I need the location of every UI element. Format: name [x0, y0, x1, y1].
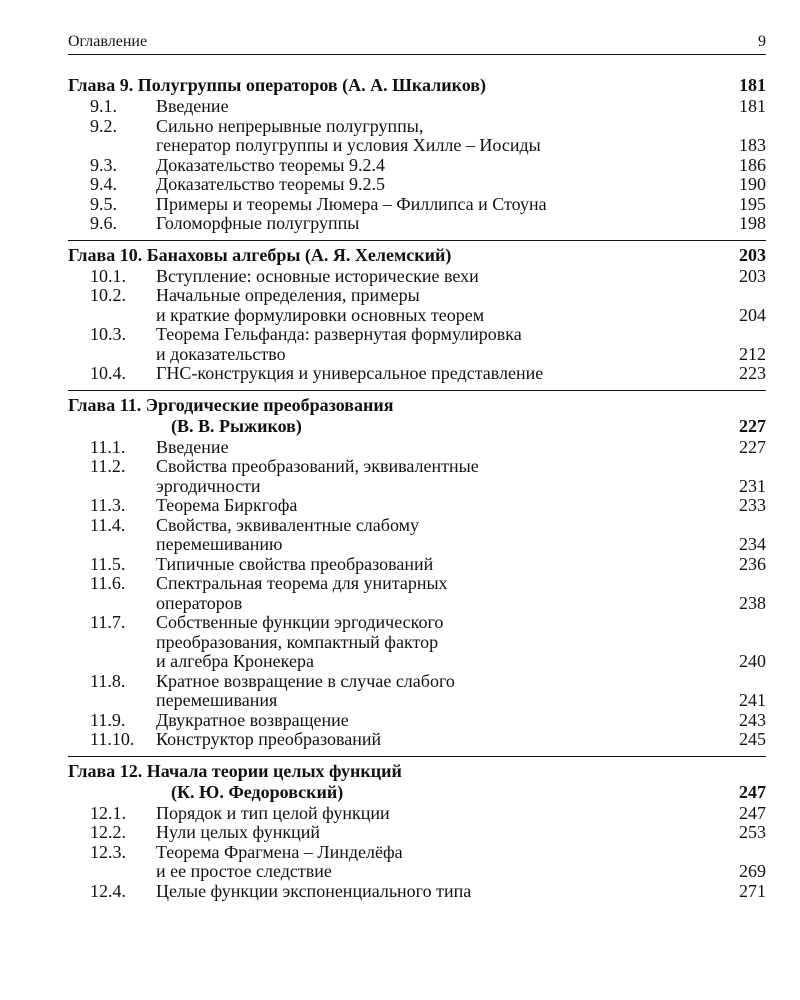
- chapter-heading[interactable]: [68, 761, 766, 803]
- running-head: [68, 32, 766, 54]
- entry-number: 10.2.: [90, 285, 126, 305]
- entry-number: 12.2.: [90, 822, 126, 842]
- entry-title-line: и ее простое следствие: [156, 861, 332, 881]
- chapter-title: [68, 245, 718, 266]
- entry-title-line: Свойства, эквивалентные слабому: [156, 514, 419, 535]
- entry-title: [156, 97, 718, 117]
- entry-title: [156, 438, 718, 458]
- entry-number: 12.3.: [90, 841, 126, 862]
- chapter-title-line: (К. Ю. Федоровский): [171, 781, 344, 802]
- entry-title: [156, 457, 718, 496]
- entry-title: [156, 882, 718, 902]
- entry-page-number: 245: [739, 729, 766, 749]
- entry-title: [156, 267, 718, 287]
- entry-page-number: 233: [739, 495, 766, 515]
- chapter-section: [68, 390, 766, 756]
- entry-title-line: перемешиванию: [156, 534, 283, 554]
- entry-title: [156, 555, 718, 575]
- chapter-title-line: Глава 9. Полугруппы операторов (А. А. Шкаликов): [68, 75, 487, 95]
- entry-title-line: Примеры и теоремы Люмера – Филлипса и Стоуна: [156, 193, 547, 214]
- entry-page-number: 231: [739, 475, 766, 496]
- entry-page-number: 183: [739, 135, 766, 155]
- entry-title-line: Кратное возвращение в случае слабого: [156, 670, 455, 691]
- toc-entry[interactable]: [68, 555, 766, 575]
- entry-page-number: 253: [739, 822, 766, 842]
- toc-entry[interactable]: [68, 267, 766, 287]
- chapter-page-number: 227: [739, 415, 766, 436]
- entry-page-number: 247: [739, 802, 766, 823]
- entry-title-line: Нули целых функций: [156, 822, 321, 842]
- chapter-heading[interactable]: [68, 245, 766, 266]
- entry-title-line: Теорема Фрагмена – Линделёфа: [156, 841, 403, 862]
- entry-number: 9.1.: [90, 96, 117, 116]
- entry-page-number: 227: [739, 436, 766, 457]
- entry-page-number: 241: [739, 690, 766, 710]
- entry-title-line: Порядок и тип целой функции: [156, 802, 390, 823]
- entry-title: [156, 195, 718, 215]
- entry-page-number: 212: [739, 343, 766, 364]
- entry-number: 11.7.: [90, 612, 126, 632]
- entry-number: 11.4.: [90, 514, 126, 535]
- toc-entry[interactable]: [68, 438, 766, 458]
- entry-page-number: 240: [739, 651, 766, 671]
- entry-number: 11.3.: [90, 495, 126, 515]
- entry-title-line: Начальные определения, примеры: [156, 285, 420, 305]
- toc-entry[interactable]: [68, 175, 766, 195]
- chapter-title: [68, 761, 718, 803]
- toc-entry[interactable]: [68, 156, 766, 176]
- entry-title: [156, 156, 718, 176]
- entry-title: [156, 496, 718, 516]
- entry-title-line: эргодичности: [156, 475, 261, 496]
- entry-title: [156, 214, 718, 234]
- entry-title: [156, 325, 718, 364]
- entry-title-line: Двукратное возвращение: [156, 709, 349, 730]
- entry-title: [156, 117, 718, 156]
- toc-entry[interactable]: [68, 672, 766, 711]
- entry-title: [156, 286, 718, 325]
- toc-entry[interactable]: [68, 574, 766, 613]
- entry-number: 12.4.: [90, 880, 126, 901]
- toc-entry[interactable]: [68, 823, 766, 843]
- entry-title: [156, 574, 718, 613]
- entry-page-number: 181: [739, 96, 766, 116]
- entry-title-line: Введение: [156, 436, 229, 457]
- entry-page-number: 243: [739, 709, 766, 730]
- chapter-title: [68, 395, 718, 437]
- toc-entry[interactable]: [68, 364, 766, 384]
- entry-title-line: и доказательство: [156, 343, 286, 364]
- chapter-title: [68, 75, 718, 96]
- entry-page-number: 186: [739, 154, 766, 175]
- entry-title-line: Теорема Гельфанда: развернутая формулировка: [156, 324, 522, 344]
- entry-title-line: и краткие формулировки основных теорем: [156, 304, 485, 325]
- chapter-title-line: Глава 11. Эргодические преобразования: [68, 394, 394, 415]
- entry-title-line: перемешивания: [156, 690, 278, 710]
- chapter-section: [68, 756, 766, 908]
- entry-number: 10.1.: [90, 265, 126, 286]
- entry-number: 9.6.: [90, 213, 117, 233]
- entry-title: [156, 823, 718, 843]
- entry-title: [156, 843, 718, 882]
- toc-entry[interactable]: [68, 457, 766, 496]
- entry-title-line: Свойства преобразований, эквивалентные: [156, 456, 479, 476]
- entry-title-line: Введение: [156, 96, 229, 116]
- entry-title-line: Доказательство теоремы 9.2.5: [156, 174, 385, 194]
- chapter-title-line: Глава 10. Банаховы алгебры (А. Я. Хелемский): [68, 244, 452, 265]
- entry-title-line: Типичные свойства преобразований: [156, 553, 434, 574]
- header-rule: [68, 54, 766, 55]
- entry-number: 10.4.: [90, 363, 126, 383]
- entry-number: 11.6.: [90, 573, 126, 593]
- entry-number: 9.5.: [90, 193, 117, 214]
- entry-title: [156, 730, 718, 750]
- toc-page: [68, 32, 766, 907]
- entry-number: 11.8.: [90, 670, 126, 691]
- entry-page-number: 223: [739, 363, 766, 383]
- entry-title: [156, 711, 718, 731]
- chapter-section: [68, 75, 766, 240]
- chapter-title-line: Глава 12. Начала теории целых функций: [68, 760, 402, 781]
- toc-entry[interactable]: [68, 214, 766, 234]
- entry-title-line: генератор полугруппы и условия Хилле – Иосиды: [156, 135, 541, 155]
- entry-title-line: Теорема Биркгофа: [156, 495, 298, 515]
- running-head-title: Оглавление: [68, 33, 148, 50]
- entry-number: 9.3.: [90, 154, 117, 175]
- entry-page-number: 236: [739, 553, 766, 574]
- entry-number: 12.1.: [90, 802, 126, 823]
- entry-title: [156, 516, 718, 555]
- chapter-section: [68, 240, 766, 390]
- chapter-page-number: 181: [739, 75, 766, 95]
- entry-title: [156, 175, 718, 195]
- entry-title-line: Конструктор преобразований: [156, 729, 382, 749]
- entry-number: 11.2.: [90, 456, 126, 476]
- chapter-heading[interactable]: [68, 395, 766, 437]
- entry-title: [156, 364, 718, 384]
- running-head-page-number: 9: [758, 33, 766, 50]
- entry-title-line: Доказательство теоремы 9.2.4: [156, 154, 385, 175]
- entry-title-line: преобразования, компактный фактор: [156, 631, 439, 652]
- entry-number: 11.9.: [90, 709, 126, 730]
- toc-entry[interactable]: [68, 882, 766, 902]
- entry-title-line: Целые функции экспоненциального типа: [156, 880, 472, 901]
- toc-entry[interactable]: [68, 804, 766, 824]
- entry-title-line: Голоморфные полугруппы: [156, 213, 360, 233]
- chapter-title-line: (В. В. Рыжиков): [171, 415, 302, 436]
- toc-entry[interactable]: [68, 117, 766, 156]
- entry-title-line: Спектральная теорема для унитарных: [156, 573, 448, 593]
- table-of-contents: [68, 75, 766, 907]
- entry-page-number: 204: [739, 304, 766, 325]
- entry-title: [156, 804, 718, 824]
- toc-entry[interactable]: [68, 613, 766, 672]
- entry-page-number: 269: [739, 861, 766, 881]
- toc-entry[interactable]: [68, 730, 766, 750]
- toc-entry[interactable]: [68, 97, 766, 117]
- entry-page-number: 271: [739, 880, 766, 901]
- entry-title-line: Сильно непрерывные полугруппы,: [156, 115, 424, 136]
- toc-entry[interactable]: [68, 516, 766, 555]
- toc-entry[interactable]: [68, 843, 766, 882]
- entry-page-number: 190: [739, 174, 766, 194]
- entry-page-number: 234: [739, 534, 766, 554]
- chapter-page-number: 247: [739, 781, 766, 802]
- entry-number: 9.4.: [90, 174, 117, 194]
- entry-title: [156, 613, 718, 672]
- toc-entry[interactable]: [68, 325, 766, 364]
- entry-page-number: 203: [739, 265, 766, 286]
- entry-page-number: 238: [739, 592, 766, 613]
- entry-number: 10.3.: [90, 324, 126, 344]
- entry-number: 11.10.: [90, 729, 135, 749]
- entry-title-line: Вступление: основные исторические вехи: [156, 265, 479, 286]
- entry-title-line: и алгебра Кронекера: [156, 651, 314, 671]
- entry-page-number: 198: [739, 213, 766, 233]
- toc-entry[interactable]: [68, 711, 766, 731]
- entry-title-line: Собственные функции эргодического: [156, 612, 444, 632]
- entry-page-number: 195: [739, 193, 766, 214]
- entry-number: 11.1.: [90, 436, 126, 457]
- entry-title: [156, 672, 718, 711]
- entry-title-line: ГНС-конструкция и универсальное представление: [156, 363, 544, 383]
- entry-title-line: операторов: [156, 592, 243, 613]
- toc-entry[interactable]: [68, 286, 766, 325]
- entry-number: 9.2.: [90, 115, 117, 136]
- entry-number: 11.5.: [90, 553, 126, 574]
- toc-entry[interactable]: [68, 195, 766, 215]
- toc-entry[interactable]: [68, 496, 766, 516]
- chapter-page-number: 203: [739, 244, 766, 265]
- chapter-heading[interactable]: [68, 75, 766, 96]
